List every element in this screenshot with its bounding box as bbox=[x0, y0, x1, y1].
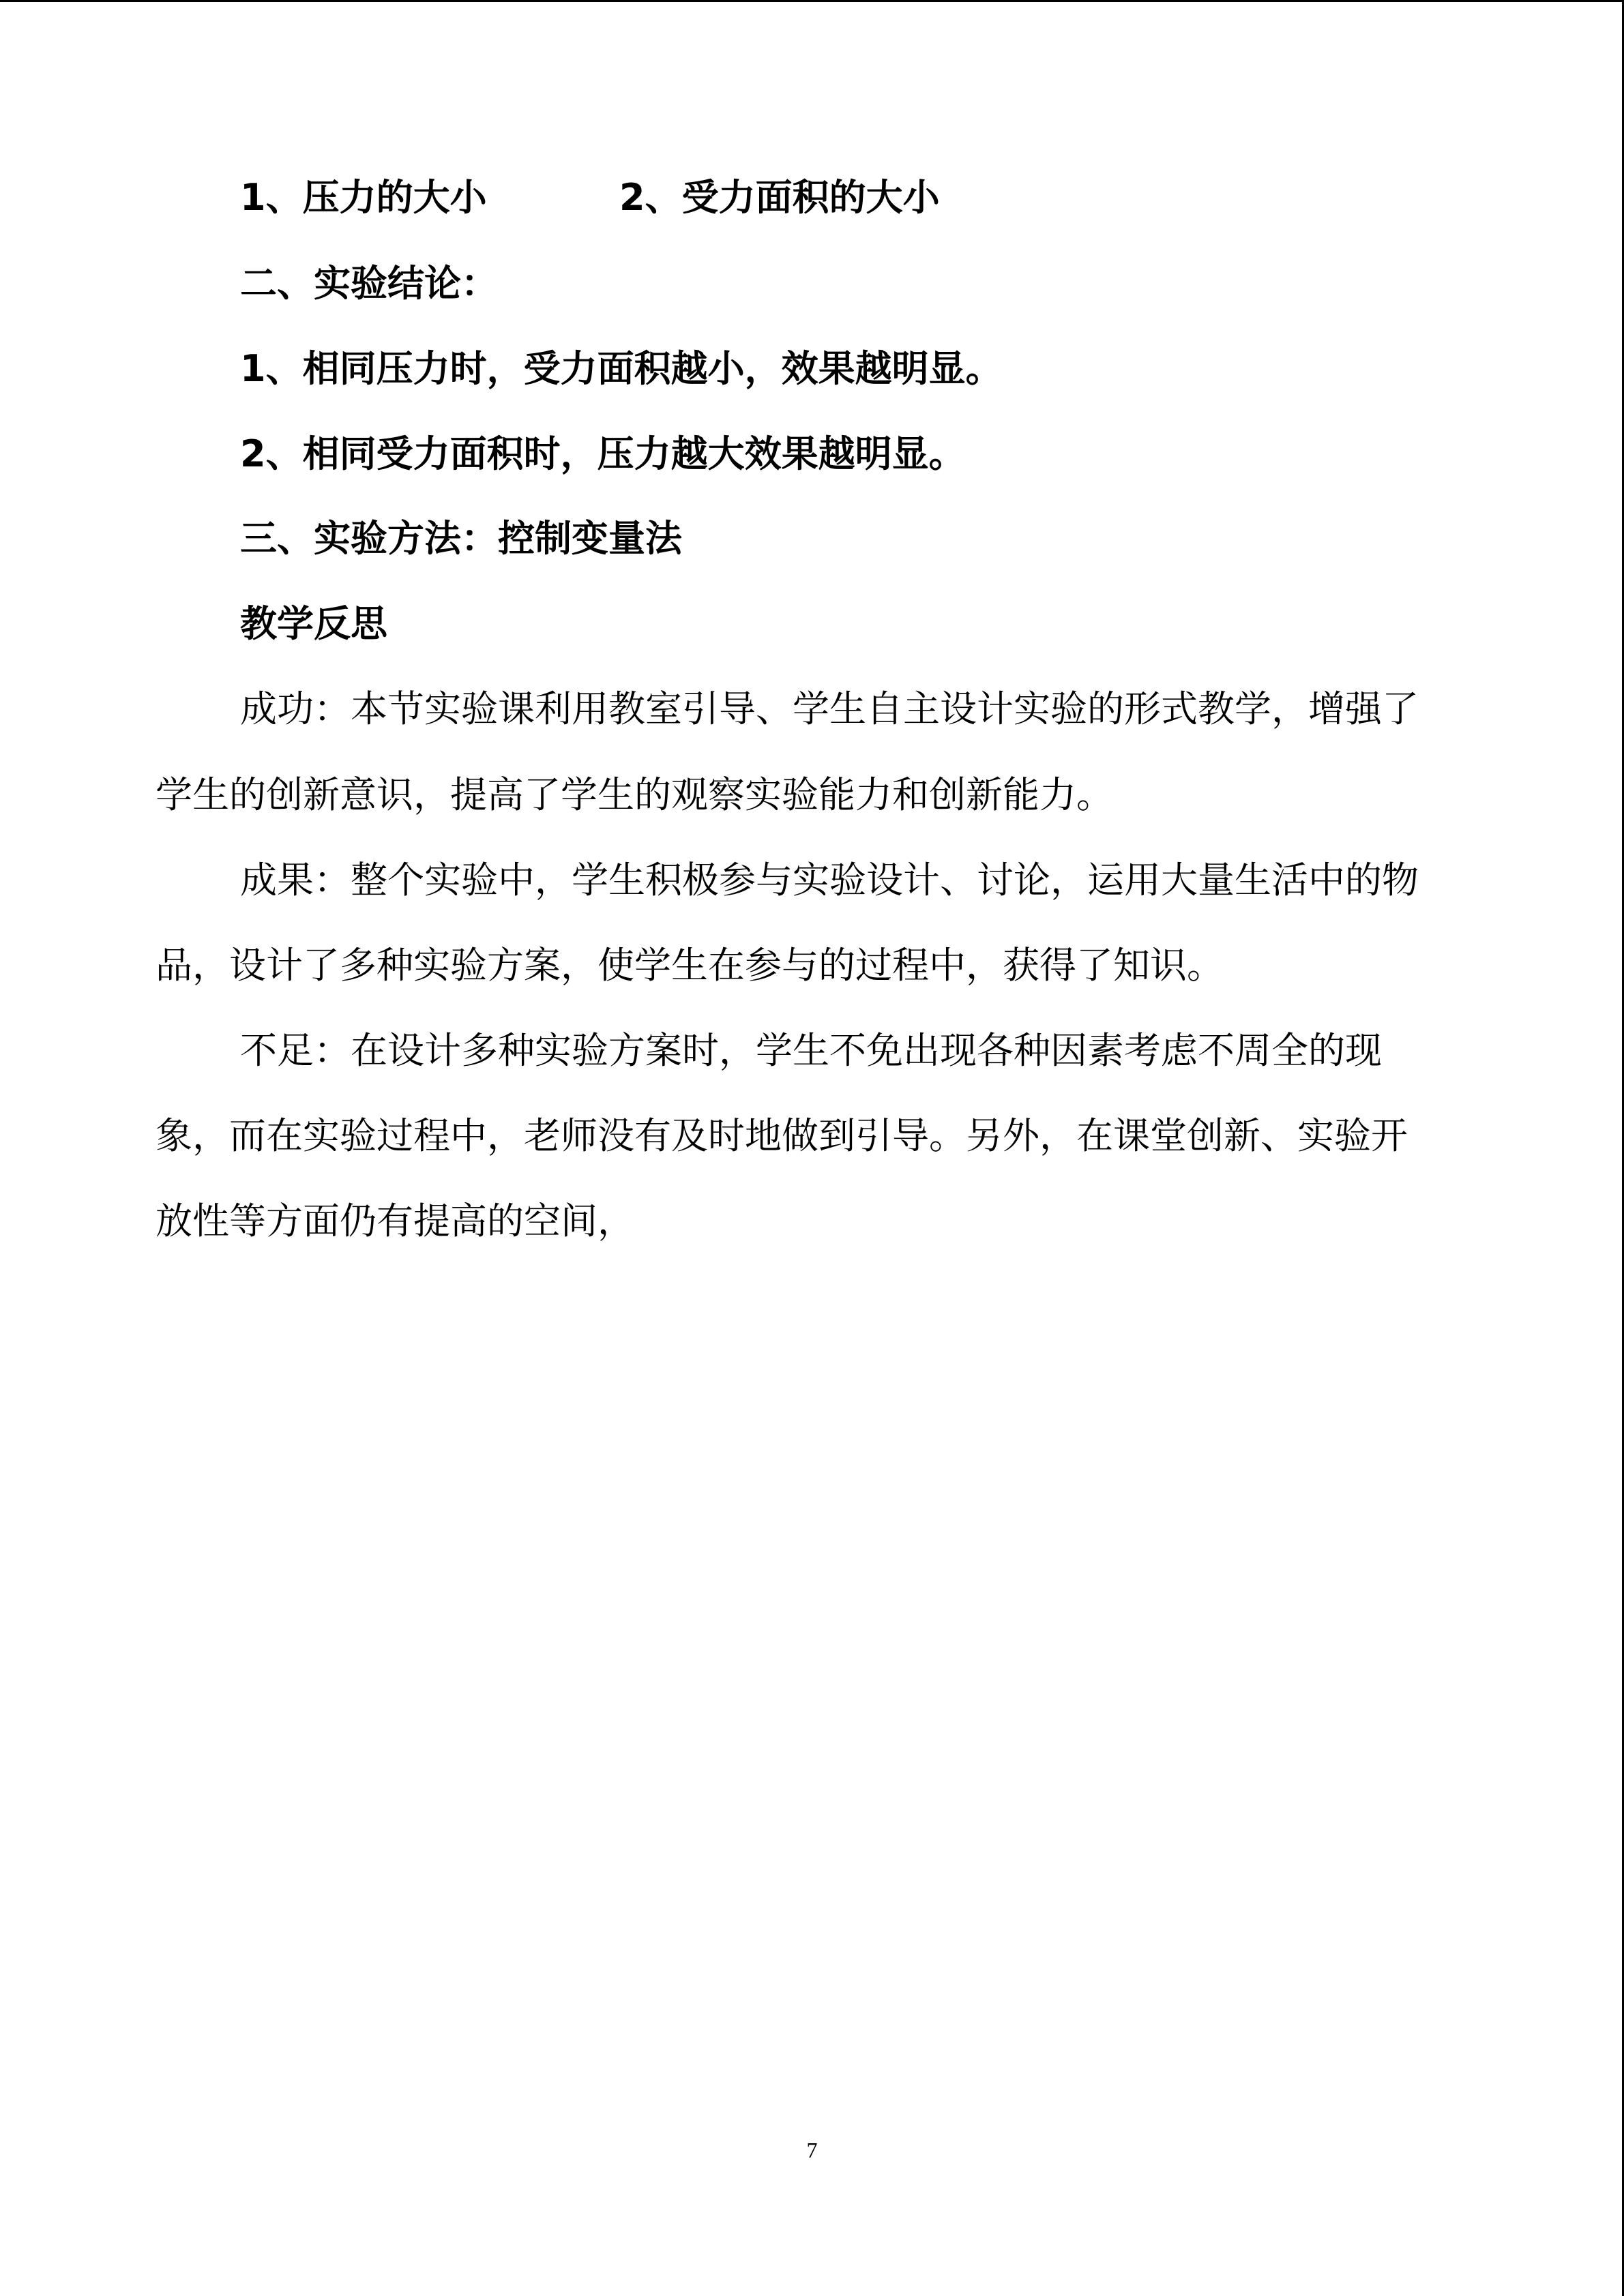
reflection-heading: 教学反思 bbox=[240, 602, 387, 645]
reflection-shortcoming-line-1: 不足：在设计多种实验方案时，学生不免出现各种因素考虑不周全的现 bbox=[240, 1029, 1382, 1072]
reflection-result-line-1: 成果：整个实验中，学生积极参与实验设计、讨论，运用大量生活中的物 bbox=[240, 859, 1419, 901]
reflection-shortcoming-line-2: 象，而在实验过程中，老师没有及时地做到引导。另外，在课堂创新、实验开 bbox=[156, 1114, 1408, 1157]
conclusion-point-2: 2、相同受力面积时，压力越大效果越明显。 bbox=[240, 432, 966, 475]
reflection-shortcoming-line-3: 放性等方面仍有提高的空间， bbox=[156, 1199, 634, 1242]
factor-item-1: 1、压力的大小 bbox=[240, 176, 487, 219]
factor-item-2: 2、受力面积的大小 bbox=[619, 176, 940, 219]
conclusion-heading: 二、实验结论： bbox=[240, 262, 498, 305]
reflection-success-line-1: 成功：本节实验课利用教室引导、学生自主设计实验的形式教学，增强了 bbox=[240, 687, 1419, 730]
conclusion-point-1: 1、相同压力时，受力面积越小，效果越明显。 bbox=[240, 347, 1003, 390]
reflection-success-line-2: 学生的创新意识，提高了学生的观察实验能力和创新能力。 bbox=[156, 773, 1113, 816]
page-border-top bbox=[0, 0, 1624, 2]
page-number: 7 bbox=[806, 2138, 818, 2162]
method-heading: 三、实验方法：控制变量法 bbox=[240, 517, 682, 560]
reflection-result-line-2: 品，设计了多种实验方案，使学生在参与的过程中，获得了知识。 bbox=[156, 944, 1224, 987]
